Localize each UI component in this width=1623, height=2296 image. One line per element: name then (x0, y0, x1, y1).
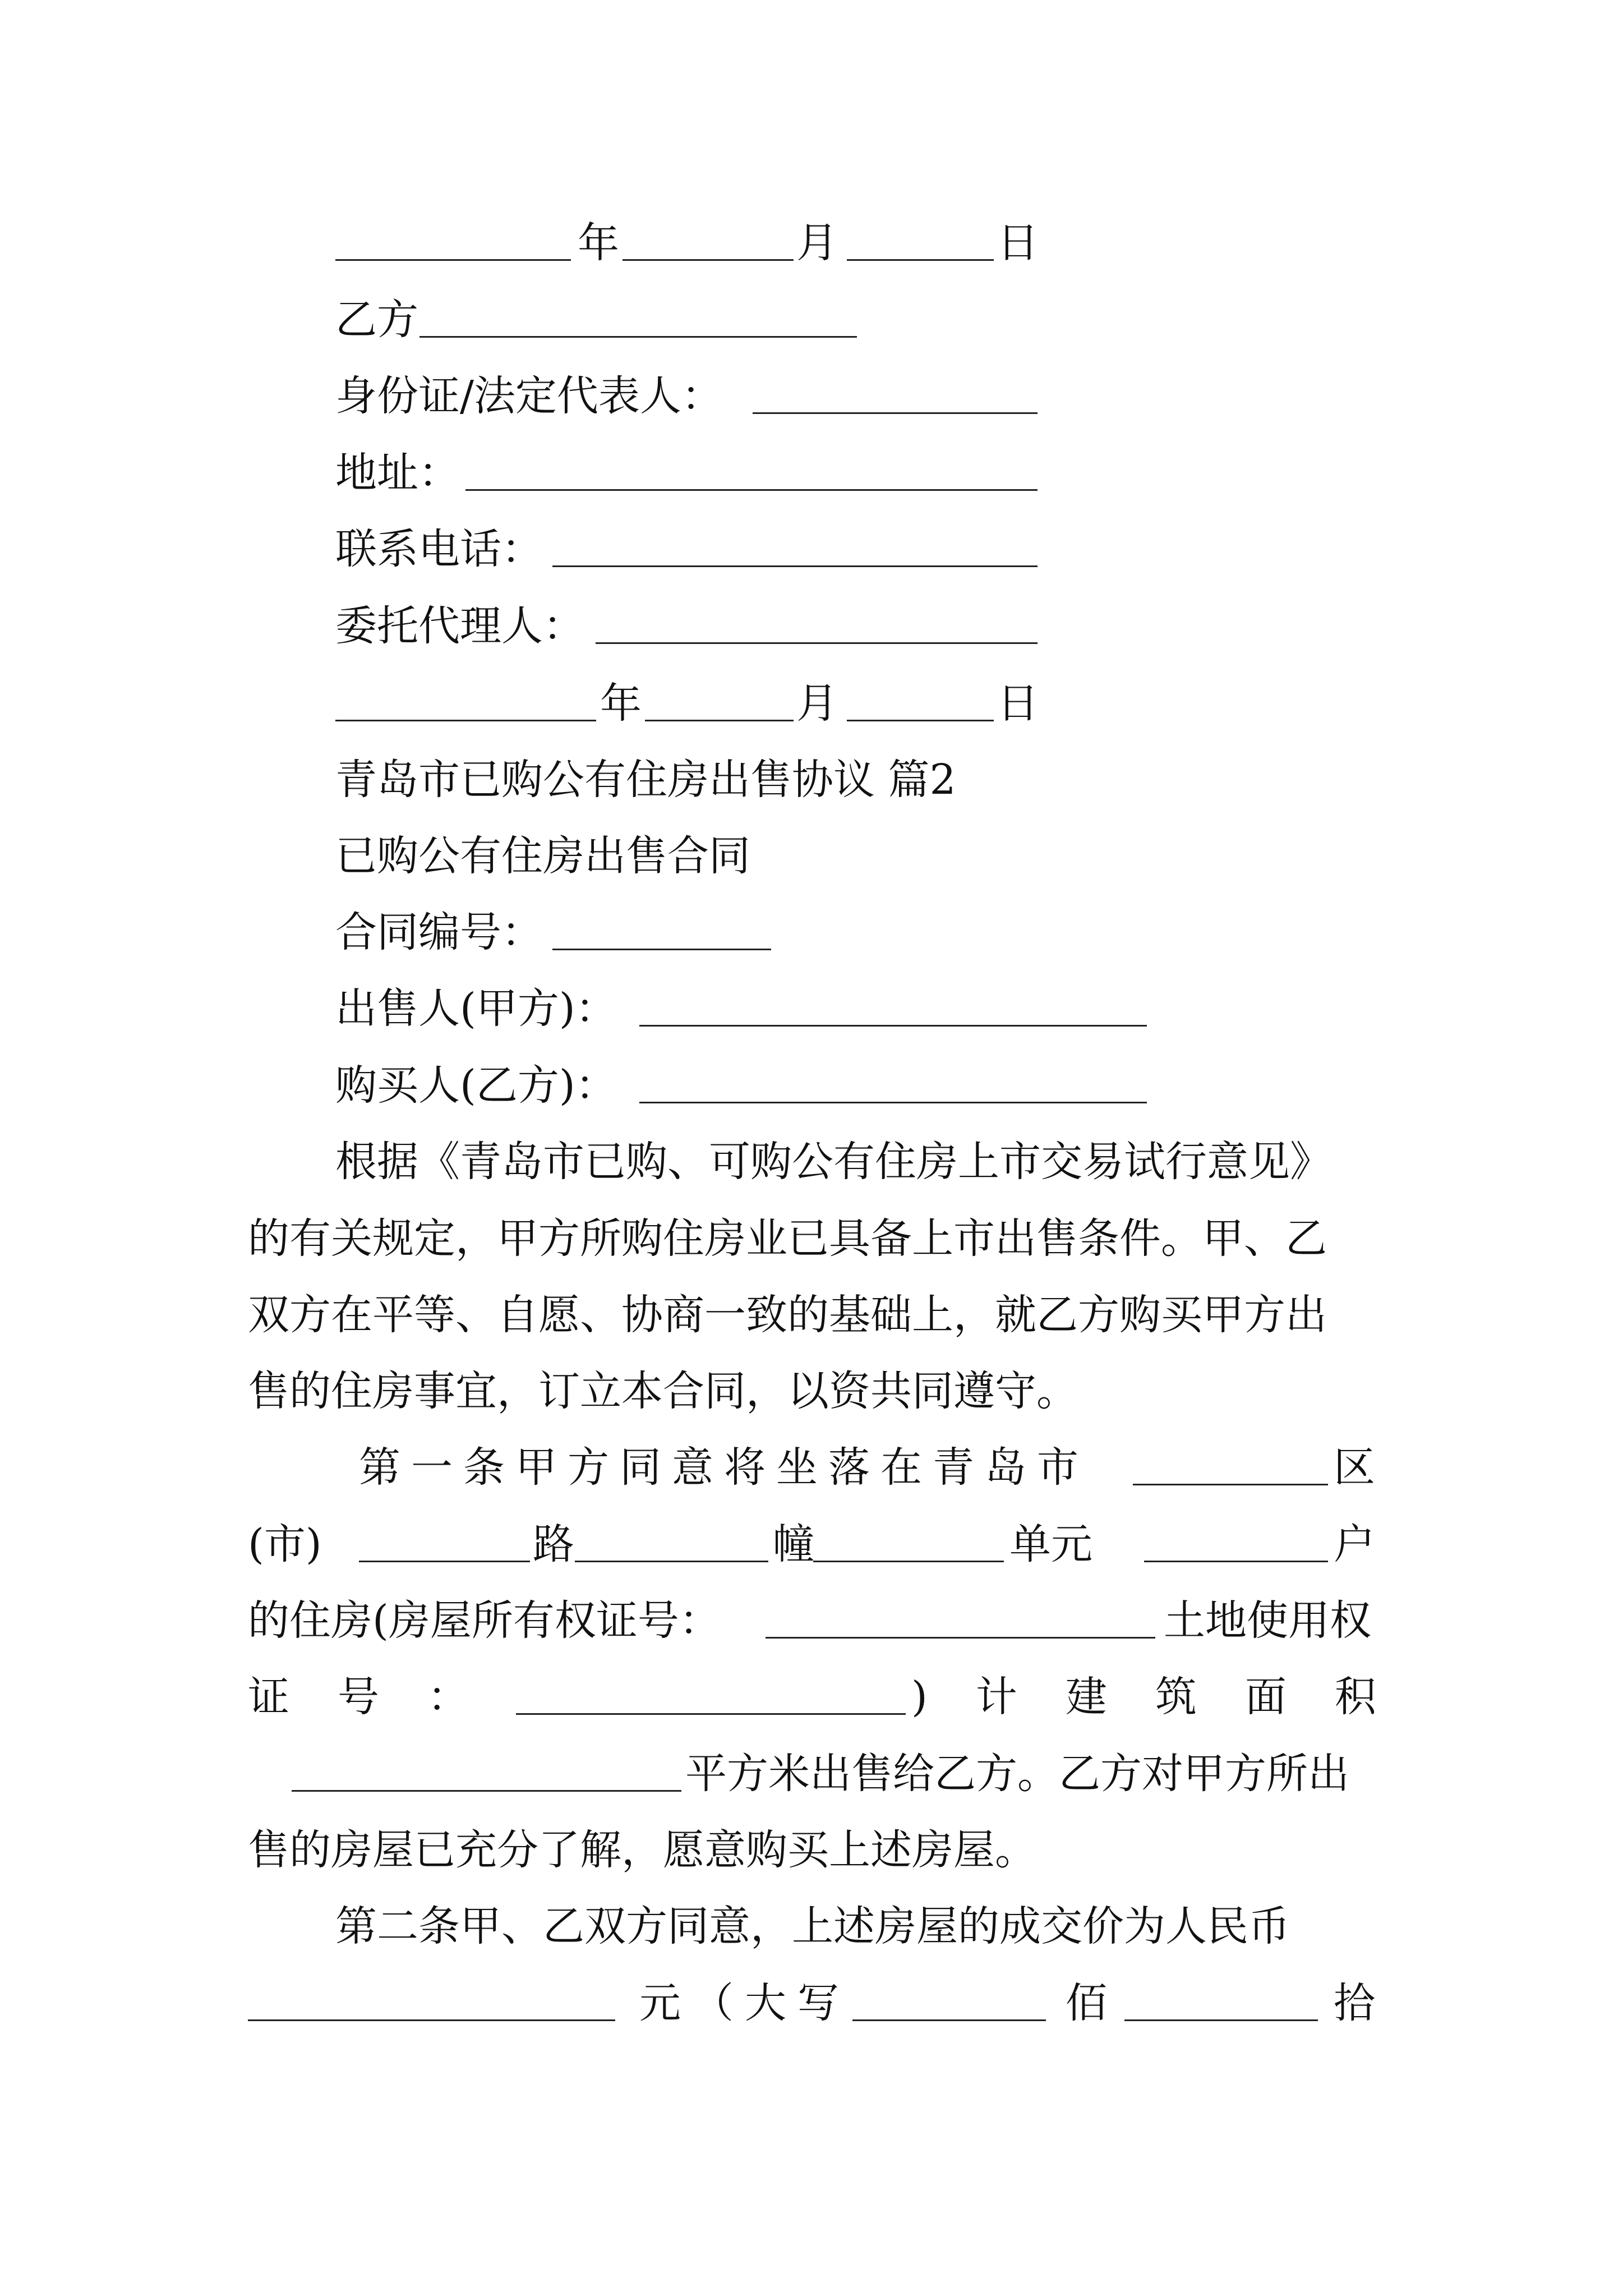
date-month-label: 月 (796, 219, 838, 267)
party-b-id-label: 身份证/法定代表人： (335, 372, 723, 420)
blank-price (248, 2019, 615, 2021)
date-year-label: 年 (600, 679, 642, 728)
blank-unit (813, 1561, 1004, 1562)
party-b-phone-label: 联系电话： (335, 525, 543, 573)
date-day-label: 日 (997, 219, 1039, 267)
building-label: 幢 (773, 1520, 814, 1568)
blank-household (1144, 1561, 1328, 1562)
area-unit-text: 平方米出售给乙方。乙方对甲方所出 (685, 1750, 1349, 1798)
preamble-line: 双方在平等、自愿、协商一致的基础上，就乙方购买甲方出 (248, 1291, 1327, 1339)
blank-party-b-phone (552, 565, 1038, 567)
district-label: 区 (1334, 1443, 1375, 1492)
blank-building (575, 1561, 768, 1562)
hundreds-label: 佰 (1066, 1979, 1107, 2027)
blank-ownership-cert (766, 1637, 1155, 1639)
blank-month (645, 720, 794, 721)
contract-number-label: 合同编号： (335, 908, 543, 956)
contract-title: 已购公有住房出售合同 (335, 832, 750, 880)
price-yuan-label: 元（大写 (639, 1979, 850, 2027)
blank-contract-number (552, 949, 771, 950)
blank-tens (1124, 2019, 1318, 2021)
blank-seller (639, 1025, 1147, 1027)
article1-closing: 售的房屋已充分了解，愿意购买上述房屋。 (248, 1826, 1036, 1874)
blank-party-b (419, 336, 857, 338)
buyer-label: 购买人(乙方)： (335, 1061, 617, 1110)
blank-buyer (639, 1102, 1147, 1103)
ownership-cert-label: 的住房(房屋所有权证号： (248, 1596, 721, 1645)
building-area-label: )计建筑面积 (911, 1673, 1424, 1721)
land-cert-number-label: 证号： (248, 1673, 517, 1721)
article2-heading: 第二条甲、乙双方同意，上述房屋的成交价为人民币 (335, 1902, 1290, 1950)
blank-district (1133, 1484, 1328, 1485)
blank-year (335, 259, 571, 261)
blank-party-b-address (465, 489, 1038, 491)
blank-road (359, 1561, 530, 1562)
preamble-line: 的有关规定，甲方所购住房业已具备上市出售条件。甲、乙 (248, 1214, 1327, 1263)
seller-label: 出售人(甲方)： (335, 984, 617, 1033)
blank-day (847, 259, 994, 261)
road-label: 路 (533, 1520, 574, 1568)
city-label: (市) (248, 1520, 322, 1568)
preamble-line: 根据《青岛市已购、可购公有住房上市交易试行意见》 (335, 1138, 1331, 1186)
household-label: 户 (1334, 1520, 1375, 1568)
blank-day (847, 720, 994, 721)
blank-land-cert (516, 1713, 906, 1715)
unit-label: 单元 (1009, 1520, 1092, 1568)
blank-month (623, 259, 794, 261)
article1-heading: 第一条甲方同意将坐落在青岛市 (359, 1443, 1089, 1492)
party-b-address-label: 地址： (335, 449, 460, 497)
blank-area (292, 1790, 681, 1792)
section-title: 青岛市已购公有住房出售协议 篇2 (335, 756, 956, 804)
tens-label: 拾 (1334, 1979, 1375, 2027)
date-month-label: 月 (796, 679, 838, 728)
party-b-label: 乙方 (335, 296, 418, 344)
blank-hundreds (852, 2019, 1046, 2021)
blank-party-b-id (753, 412, 1038, 414)
land-cert-label: 土地使用权 (1164, 1596, 1371, 1645)
date-day-label: 日 (997, 679, 1039, 728)
blank-party-b-agent (596, 642, 1038, 644)
party-b-agent-label: 委托代理人： (335, 602, 584, 650)
date-year-label: 年 (578, 219, 619, 267)
preamble-line: 售的住房事宜，订立本合同，以资共同遵守。 (248, 1367, 1078, 1415)
blank-year (335, 720, 596, 721)
